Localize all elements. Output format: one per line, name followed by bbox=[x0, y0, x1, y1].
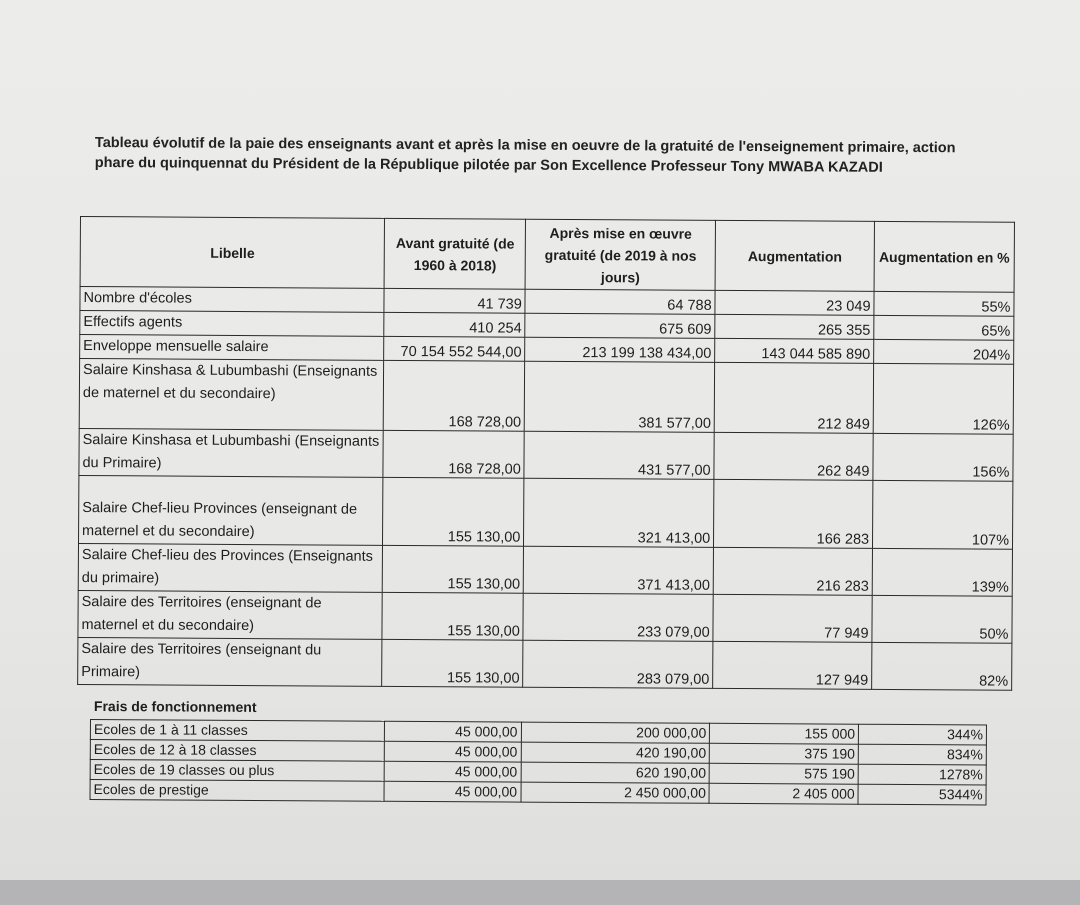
header-avant: Avant gratuité (de 1960 à 2018) bbox=[384, 218, 525, 289]
cell-apres: 200 000,00 bbox=[521, 722, 710, 743]
cell-augmentation: 155 000 bbox=[710, 723, 859, 744]
cell-apres: 431 577,00 bbox=[524, 431, 714, 479]
frais-table bbox=[90, 719, 987, 805]
cell-libelle: Enveloppe mensuelle salaire bbox=[80, 335, 385, 361]
cell-pct: 55% bbox=[874, 291, 1014, 316]
cell-pct: 139% bbox=[872, 548, 1012, 596]
cell-pct: 82% bbox=[872, 642, 1012, 690]
cell-apres: 2 450 000,00 bbox=[521, 782, 710, 803]
cell-augmentation: 216 283 bbox=[713, 547, 872, 595]
cell-libelle: Salaire des Territoires (enseignant de maternel et du secondaire) bbox=[78, 590, 383, 639]
cell-apres: 420 190,00 bbox=[521, 742, 710, 763]
cell-pct: 65% bbox=[874, 315, 1014, 340]
cell-pct: 5344% bbox=[858, 784, 986, 805]
cell-augmentation: 265 355 bbox=[715, 314, 874, 339]
cell-libelle: Salaire des Territoires (enseignant du Primaire) bbox=[78, 637, 383, 686]
cell-augmentation: 77 949 bbox=[713, 594, 872, 642]
cell-pct: 107% bbox=[873, 480, 1013, 549]
cell-pct: 50% bbox=[872, 595, 1012, 643]
cell-pct: 834% bbox=[858, 744, 986, 765]
cell-avant: 45 000,00 bbox=[384, 761, 521, 782]
table-row bbox=[78, 637, 1012, 690]
cell-avant: 410 254 bbox=[384, 312, 525, 337]
header-augmentation: Augmentation bbox=[715, 220, 874, 291]
cell-avant: 155 130,00 bbox=[383, 477, 524, 546]
cell-augmentation: 575 190 bbox=[709, 763, 858, 784]
cell-apres: 371 413,00 bbox=[524, 546, 714, 594]
cell-apres: 233 079,00 bbox=[523, 593, 713, 641]
salary-table bbox=[77, 216, 1015, 691]
cell-augmentation: 23 049 bbox=[715, 290, 874, 315]
cell-libelle: Salaire Chef-lieu des Provinces (Enseignants du primaire) bbox=[78, 543, 383, 592]
table-row bbox=[78, 590, 1012, 643]
cell-libelle: Ecoles de 19 classes ou plus bbox=[90, 760, 384, 782]
cell-augmentation: 166 283 bbox=[714, 479, 873, 548]
cell-avant: 70 154 552 544,00 bbox=[384, 336, 525, 361]
header-apres: Après mise en œuvre gratuité (de 2019 à nos jours) bbox=[525, 219, 715, 290]
cell-avant: 45 000,00 bbox=[384, 741, 521, 762]
cell-augmentation: 143 044 585 890 bbox=[715, 338, 874, 363]
cell-avant: 45 000,00 bbox=[384, 721, 521, 742]
cell-apres: 213 199 138 434,00 bbox=[525, 337, 715, 362]
cell-avant: 168 728,00 bbox=[384, 360, 525, 431]
table-row bbox=[79, 428, 1013, 481]
cell-avant: 168 728,00 bbox=[383, 430, 524, 478]
cell-libelle: Salaire Chef-lieu Provinces (enseignant de maternel et du secondaire) bbox=[78, 475, 383, 545]
table-row bbox=[78, 475, 1012, 549]
cell-pct: 126% bbox=[873, 363, 1013, 434]
header-augmentation-pct: Augmentation en % bbox=[874, 221, 1014, 292]
cell-pct: 156% bbox=[873, 433, 1013, 481]
cell-avant: 41 739 bbox=[384, 288, 525, 313]
title-line-1: Tableau évolutif de la paie des enseignants avant et après la mise en oeuvre de la gratuité de l'enseignement primaire, action bbox=[94, 134, 956, 157]
table-row bbox=[79, 359, 1013, 435]
cell-apres: 321 413,00 bbox=[524, 478, 714, 547]
cell-libelle: Ecoles de 12 à 18 classes bbox=[90, 740, 384, 762]
cell-avant: 45 000,00 bbox=[384, 781, 521, 802]
cell-augmentation: 212 849 bbox=[714, 362, 873, 433]
cell-pct: 204% bbox=[874, 339, 1014, 364]
cell-libelle: Ecoles de 1 à 11 classes bbox=[90, 720, 384, 742]
cell-apres: 620 190,00 bbox=[521, 762, 710, 783]
cell-pct: 1278% bbox=[858, 764, 986, 785]
cell-avant: 155 130,00 bbox=[382, 592, 523, 640]
document-title bbox=[95, 133, 1025, 179]
cell-apres: 64 788 bbox=[525, 289, 715, 314]
title-line-2: phare du quinquennat du Président de la République pilotée par Son Excellence Professeur Tony MWABA KAZADI bbox=[94, 154, 883, 176]
cell-libelle: Effectifs agents bbox=[80, 311, 385, 337]
frais-caption: Frais de fonctionnement bbox=[93, 698, 257, 715]
cell-apres: 283 079,00 bbox=[523, 640, 713, 688]
table-row bbox=[78, 543, 1012, 596]
header-libelle: Libelle bbox=[80, 217, 385, 289]
cell-libelle: Salaire Kinshasa et Lubumbashi (Enseignants du Primaire) bbox=[79, 428, 384, 477]
cell-augmentation: 375 190 bbox=[710, 743, 859, 764]
cell-apres: 381 577,00 bbox=[525, 361, 715, 432]
cell-apres: 675 609 bbox=[525, 313, 715, 338]
cell-libelle: Nombre d'écoles bbox=[80, 287, 385, 313]
cell-augmentation: 262 849 bbox=[714, 432, 873, 480]
cell-avant: 155 130,00 bbox=[383, 545, 524, 593]
table-header-row bbox=[80, 217, 1014, 293]
background-surface bbox=[0, 880, 1080, 905]
cell-avant: 155 130,00 bbox=[382, 639, 523, 687]
cell-libelle: Salaire Kinshasa & Lubumbashi (Enseignants de maternel et du secondaire) bbox=[79, 359, 384, 431]
cell-augmentation: 127 949 bbox=[713, 641, 872, 689]
cell-augmentation: 2 405 000 bbox=[709, 783, 858, 804]
cell-pct: 344% bbox=[859, 724, 987, 745]
cell-libelle: Ecoles de prestige bbox=[90, 780, 384, 802]
